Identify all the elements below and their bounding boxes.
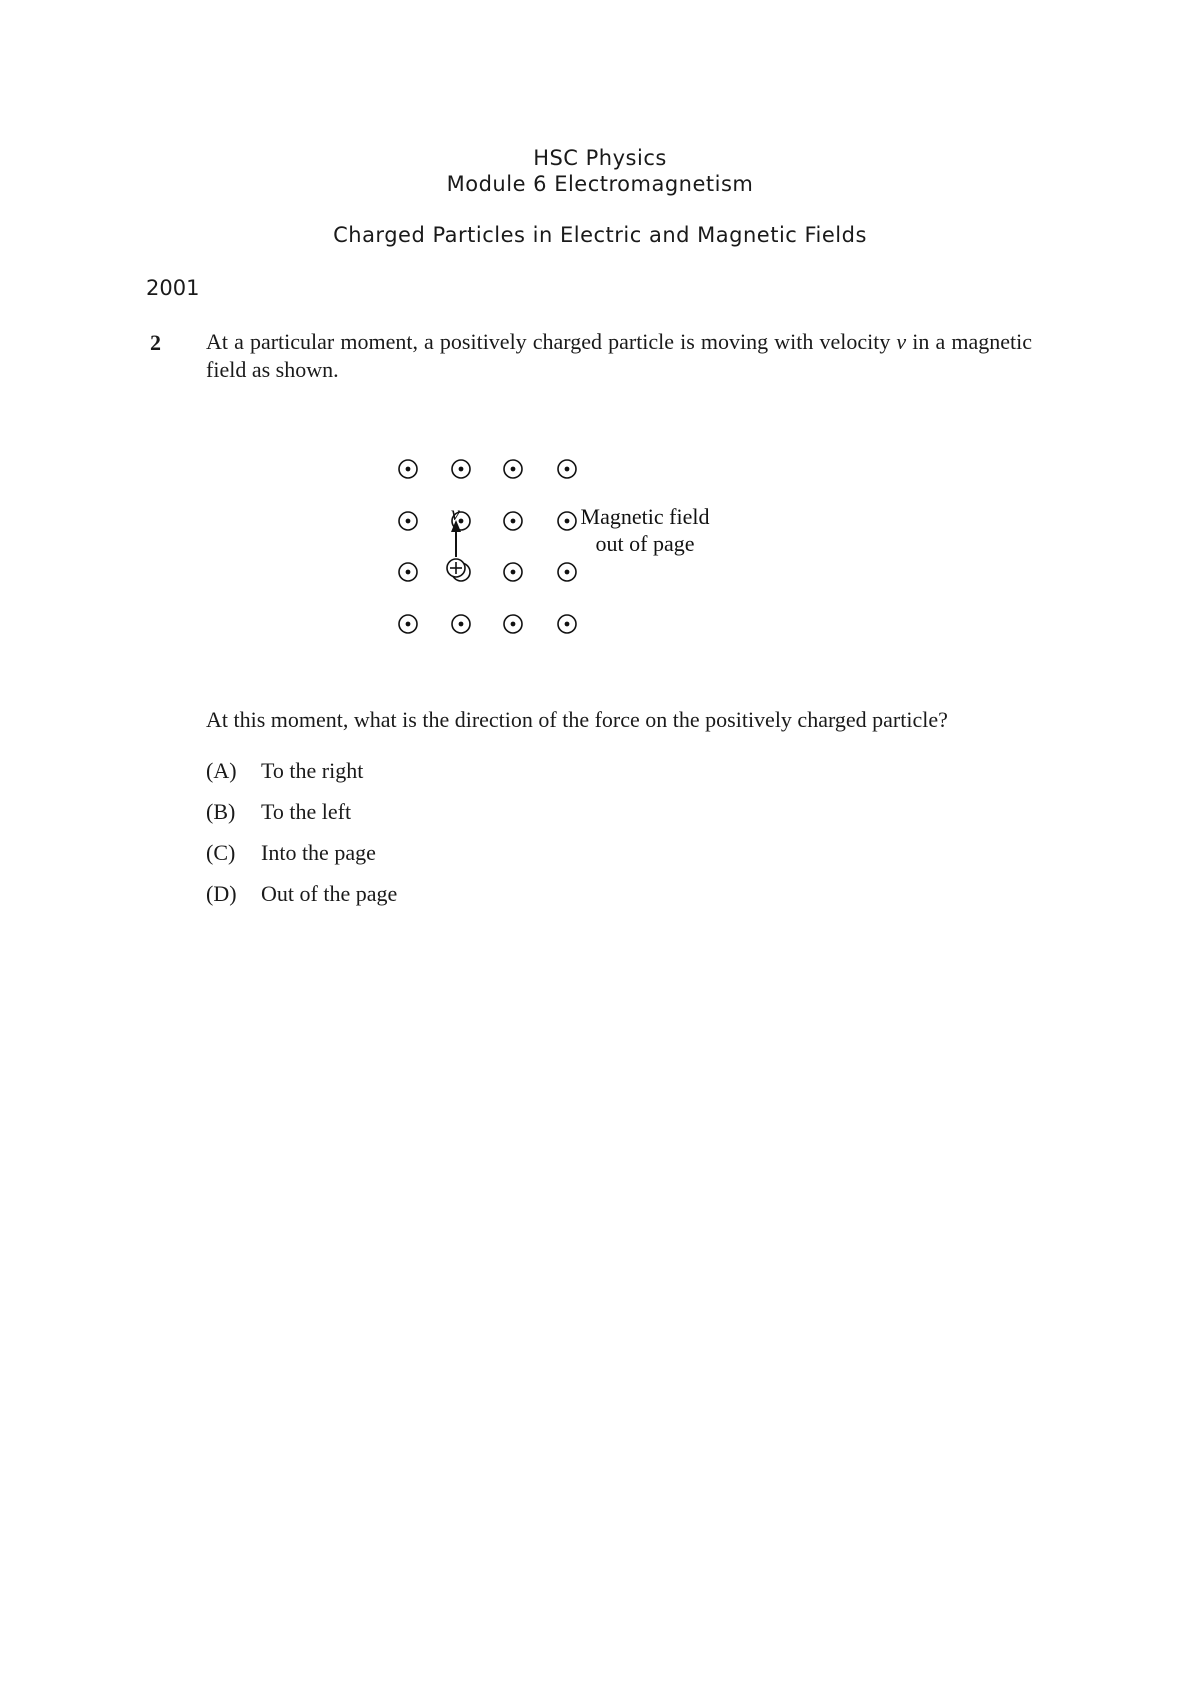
- question-text: [206, 328, 1032, 384]
- velocity-symbol: v: [896, 329, 907, 354]
- field-out-of-page-icon: [504, 512, 522, 530]
- magnetic-field-diagram: [380, 440, 800, 660]
- option-letter: (C): [206, 840, 236, 865]
- field-out-of-page-icon: [399, 615, 417, 633]
- field-label-line2: out of page: [595, 531, 695, 556]
- positive-charge: [447, 559, 465, 577]
- question-prompt: At this moment, what is the direction of the force on the positively charged particle?: [206, 707, 948, 732]
- option-b[interactable]: [206, 799, 397, 840]
- field-out-of-page-icon: [452, 460, 470, 478]
- field-out-of-page-icon: [504, 460, 522, 478]
- option-letter: (A): [206, 758, 237, 783]
- option-c[interactable]: [206, 840, 397, 881]
- field-out-of-page-icon: [558, 615, 576, 633]
- field-out-of-page-icon: [399, 512, 417, 530]
- field-out-of-page-icon: [558, 460, 576, 478]
- field-out-of-page-icon: [504, 615, 522, 633]
- document-module: Module 6 Electromagnetism: [446, 172, 754, 196]
- field-out-of-page-icon: [452, 615, 470, 633]
- question-number: 2: [150, 330, 161, 355]
- option-a[interactable]: [206, 758, 397, 799]
- question-text-before: At a particular moment, a positively charged particle is moving with velocity: [206, 329, 897, 354]
- document-topic: Charged Particles in Electric and Magnetic Fields: [333, 223, 867, 247]
- option-text: Out of the page: [261, 881, 398, 906]
- option-d[interactable]: [206, 881, 397, 922]
- option-text: To the left: [261, 799, 352, 824]
- field-out-of-page-icon: [504, 563, 522, 581]
- answer-options: [206, 758, 397, 922]
- question-text-after: in a magnetic field as shown.: [206, 329, 1032, 382]
- field-out-of-page-icon: [558, 563, 576, 581]
- option-text: Into the page: [261, 840, 376, 865]
- field-out-of-page-icon: [558, 512, 576, 530]
- field-dot-grid: [399, 460, 576, 633]
- velocity-label: v: [451, 503, 460, 525]
- field-out-of-page-icon: [399, 460, 417, 478]
- field-out-of-page-icon: [399, 563, 417, 581]
- option-text: To the right: [261, 758, 364, 783]
- field-label-line1: Magnetic field: [580, 504, 710, 529]
- exam-year: 2001: [146, 276, 200, 300]
- document-subject: HSC Physics: [533, 146, 667, 170]
- option-letter: (B): [206, 799, 236, 824]
- option-letter: (D): [206, 881, 237, 906]
